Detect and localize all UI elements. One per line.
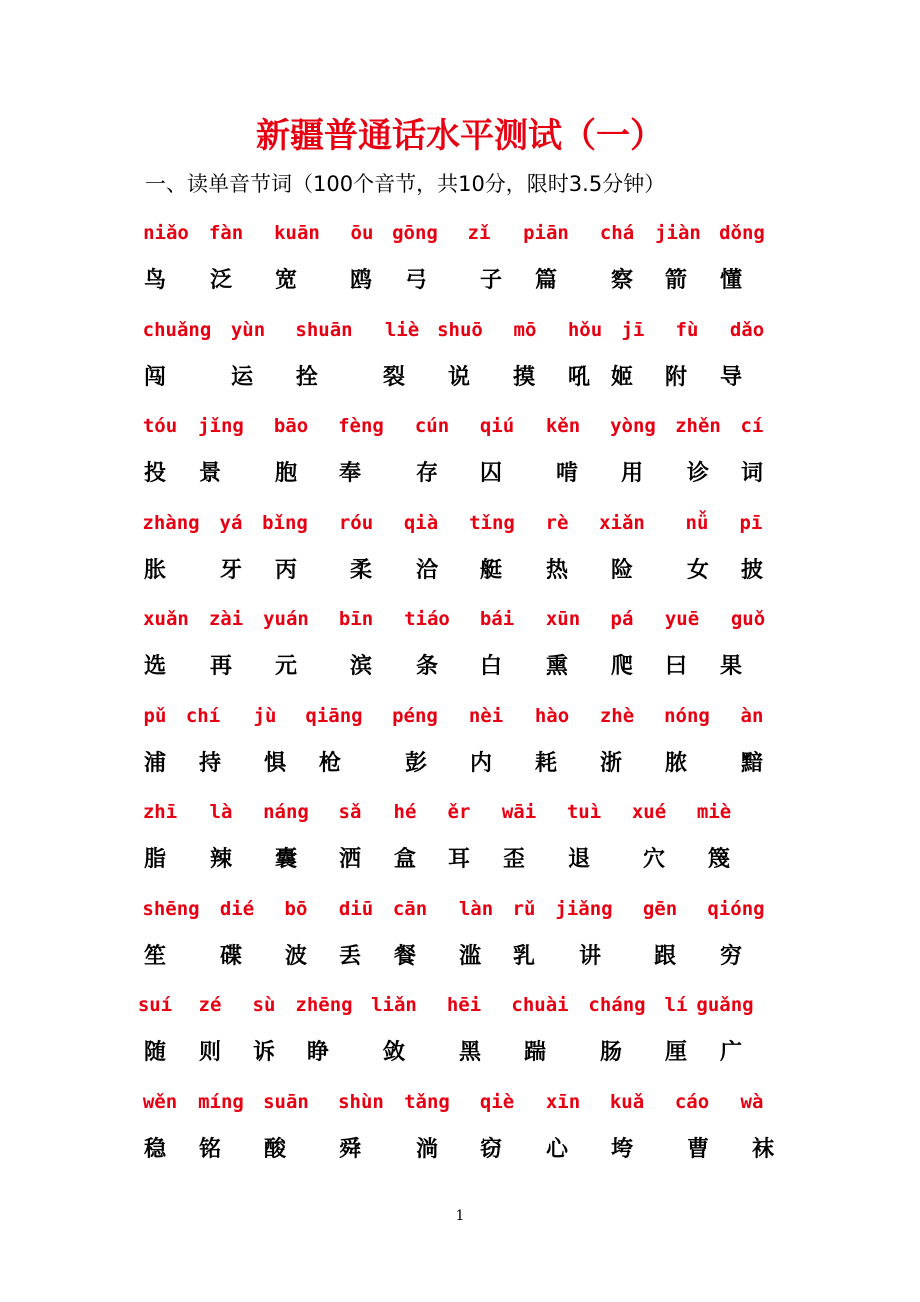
hanzi-character: 黑 — [458, 1040, 482, 1065]
hanzi-character: 窃 — [479, 1136, 503, 1162]
hanzi-character: 碟 — [219, 943, 243, 969]
hanzi-character: 词 — [740, 461, 764, 486]
pinyin-syllable: là — [209, 801, 233, 823]
pinyin-syllable: bīn — [338, 608, 374, 630]
pinyin-syllable: rè — [545, 511, 569, 534]
pinyin-syllable: jǐng — [198, 415, 244, 437]
pinyin-syllable: zhēng — [295, 994, 353, 1016]
pinyin-syllable: xuǎn — [143, 608, 189, 630]
pinyin-syllable: qiú — [479, 415, 515, 437]
pinyin-syllable: sù — [252, 994, 276, 1016]
pinyin-syllable: nóng — [664, 704, 710, 727]
hanzi-character: 牙 — [219, 557, 243, 583]
hanzi-character: 披 — [740, 557, 764, 583]
pinyin-syllable: tǐng — [469, 511, 515, 534]
pinyin-row — [0, 310, 920, 350]
pinyin-syllable: péng — [392, 704, 438, 727]
pinyin-syllable: shùn — [338, 1090, 384, 1113]
hanzi-character: 舜 — [338, 1136, 362, 1162]
pinyin-syllable: wà — [740, 1090, 764, 1113]
pinyin-syllable: nèi — [468, 704, 504, 727]
pinyin-row — [0, 599, 920, 639]
hanzi-character: 泛 — [209, 268, 233, 293]
pinyin-syllable: bái — [479, 608, 515, 630]
pinyin-syllable: yá — [219, 511, 243, 534]
hanzi-character: 睁 — [306, 1040, 330, 1065]
hanzi-row — [0, 261, 920, 301]
page-title: 新疆普通话水平测试（一） — [256, 116, 664, 156]
pinyin-row — [0, 1082, 920, 1122]
pinyin-syllable: xīn — [545, 1090, 581, 1113]
hanzi-character: 摸 — [512, 364, 536, 390]
hanzi-character: 丢 — [338, 943, 362, 969]
pinyin-syllable: cí — [740, 415, 764, 437]
pinyin-syllable: zhī — [142, 801, 178, 823]
pinyin-row — [0, 792, 920, 832]
hanzi-row — [0, 647, 920, 687]
hanzi-character: 用 — [620, 461, 644, 486]
hanzi-character: 则 — [198, 1040, 222, 1065]
hanzi-character: 子 — [479, 268, 503, 293]
pinyin-syllable: gōng — [392, 222, 438, 244]
hanzi-character: 惧 — [263, 750, 287, 776]
pinyin-syllable: qiè — [479, 1090, 515, 1113]
pinyin-syllable: zǐ — [467, 222, 491, 244]
hanzi-character: 敛 — [382, 1040, 406, 1065]
pinyin-syllable: liè — [384, 318, 420, 341]
hanzi-character: 袜 — [751, 1136, 775, 1162]
hanzi-character: 穴 — [642, 847, 666, 872]
pinyin-syllable: rǔ — [512, 897, 536, 920]
hanzi-character: 鸟 — [143, 268, 167, 293]
hanzi-row — [0, 1033, 920, 1073]
hanzi-character: 讲 — [578, 943, 602, 969]
hanzi-character: 持 — [198, 750, 222, 776]
hanzi-character: 丙 — [274, 557, 298, 583]
hanzi-character: 胀 — [143, 557, 167, 583]
pinyin-syllable: guǎng — [696, 994, 754, 1016]
hanzi-character: 诊 — [686, 461, 710, 486]
hanzi-character: 吼 — [567, 364, 591, 390]
pinyin-syllable: shēng — [142, 897, 200, 920]
pinyin-syllable: pá — [610, 608, 634, 630]
hanzi-character: 景 — [198, 461, 222, 486]
hanzi-character: 元 — [274, 654, 298, 679]
pinyin-syllable: wěn — [142, 1090, 178, 1113]
pinyin-row — [0, 503, 920, 543]
pinyin-syllable: àn — [740, 704, 764, 727]
hanzi-character: 箭 — [664, 268, 688, 293]
hanzi-character: 波 — [284, 943, 308, 969]
pinyin-syllable: dǒng — [719, 222, 765, 244]
hanzi-character: 白 — [479, 654, 503, 679]
hanzi-character: 曰 — [664, 654, 688, 679]
pinyin-syllable: kěn — [545, 415, 581, 437]
pinyin-syllable: shuō — [437, 318, 483, 341]
pinyin-syllable: dǎo — [729, 318, 765, 341]
pinyin-syllable: chuǎng — [142, 318, 212, 341]
hanzi-row — [0, 358, 920, 398]
hanzi-character: 懂 — [719, 268, 743, 293]
hanzi-character: 察 — [610, 268, 634, 293]
pinyin-syllable: cháng — [588, 994, 646, 1016]
pinyin-syllable: qiāng — [305, 704, 363, 727]
hanzi-character: 裂 — [382, 364, 406, 390]
hanzi-character: 囚 — [479, 461, 503, 486]
hanzi-character: 女 — [686, 557, 710, 583]
pinyin-syllable: diū — [338, 897, 374, 920]
pinyin-syllable: yuán — [263, 608, 309, 630]
pinyin-syllable: kuān — [274, 222, 320, 244]
pinyin-syllable: fàn — [208, 222, 244, 244]
hanzi-row — [0, 937, 920, 977]
hanzi-character: 垮 — [610, 1136, 634, 1162]
hanzi-character: 洽 — [415, 557, 439, 583]
hanzi-character: 笙 — [143, 943, 167, 969]
hanzi-character: 胞 — [274, 461, 298, 486]
pinyin-syllable: jiǎng — [555, 897, 613, 920]
pinyin-syllable: yòng — [610, 415, 656, 437]
pinyin-syllable: piān — [523, 222, 569, 244]
hanzi-character: 黯 — [740, 750, 764, 776]
pinyin-syllable: xūn — [545, 608, 581, 630]
pinyin-syllable: mō — [513, 318, 537, 341]
hanzi-character: 脓 — [664, 750, 688, 776]
hanzi-character: 脂 — [143, 847, 167, 872]
pinyin-syllable: míng — [198, 1090, 244, 1113]
pinyin-row — [0, 889, 920, 929]
hanzi-character: 篾 — [707, 847, 731, 872]
pinyin-syllable: suān — [263, 1090, 309, 1113]
hanzi-character: 艇 — [479, 557, 503, 583]
hanzi-character: 果 — [719, 654, 743, 679]
hanzi-character: 耗 — [534, 750, 558, 776]
hanzi-character: 再 — [209, 654, 233, 679]
hanzi-character: 鸥 — [349, 268, 373, 293]
hanzi-character: 囊 — [274, 847, 298, 872]
pinyin-syllable: tiáo — [404, 608, 450, 630]
hanzi-character: 广 — [719, 1040, 743, 1065]
pinyin-syllable: fù — [675, 318, 699, 341]
hanzi-character: 洒 — [338, 847, 362, 872]
hanzi-character: 附 — [664, 364, 688, 390]
hanzi-character: 滨 — [349, 654, 373, 679]
hanzi-character: 稳 — [143, 1136, 167, 1162]
hanzi-row — [0, 1130, 920, 1170]
hanzi-row — [0, 551, 920, 591]
hanzi-character: 运 — [230, 364, 254, 390]
hanzi-character: 诉 — [252, 1040, 276, 1065]
hanzi-row — [0, 454, 920, 494]
pinyin-syllable: cān — [392, 897, 428, 920]
pinyin-syllable: hào — [534, 704, 570, 727]
pinyin-syllable: wāi — [501, 801, 537, 823]
pinyin-syllable: jù — [253, 704, 277, 727]
pinyin-syllable: pī — [739, 511, 763, 534]
hanzi-character: 肠 — [599, 1040, 623, 1065]
pinyin-syllable: yuē — [664, 608, 700, 630]
pinyin-syllable: hēi — [446, 994, 482, 1016]
hanzi-character: 险 — [610, 557, 634, 583]
hanzi-character: 滥 — [458, 943, 482, 969]
pinyin-row — [0, 696, 920, 736]
pinyin-syllable: lí — [664, 994, 688, 1016]
hanzi-character: 柔 — [349, 557, 373, 583]
pinyin-syllable: bǐng — [262, 511, 308, 534]
hanzi-character: 铭 — [198, 1136, 222, 1162]
hanzi-character: 跟 — [653, 943, 677, 969]
hanzi-character: 投 — [143, 461, 167, 486]
hanzi-character: 闯 — [143, 364, 167, 390]
pinyin-syllable: fèng — [338, 415, 384, 437]
hanzi-character: 耳 — [447, 847, 471, 872]
pinyin-syllable: bō — [284, 897, 308, 920]
hanzi-character: 宽 — [274, 268, 298, 293]
pinyin-syllable: chí — [185, 704, 221, 727]
pinyin-syllable: ōu — [350, 222, 374, 244]
pinyin-syllable: cáo — [674, 1090, 710, 1113]
hanzi-character: 热 — [545, 557, 569, 583]
pinyin-syllable: róu — [338, 511, 374, 534]
pinyin-syllable: làn — [458, 897, 494, 920]
hanzi-character: 曹 — [686, 1136, 710, 1162]
hanzi-character: 姬 — [610, 364, 634, 390]
pinyin-syllable: nǚ — [685, 511, 709, 534]
hanzi-character: 条 — [415, 654, 439, 679]
pinyin-syllable: sǎ — [338, 801, 362, 823]
hanzi-character: 彭 — [404, 750, 428, 776]
hanzi-character: 淌 — [415, 1136, 439, 1162]
hanzi-character: 枪 — [318, 750, 342, 776]
pinyin-syllable: qià — [403, 511, 439, 534]
hanzi-character: 啃 — [555, 461, 579, 486]
hanzi-character: 辣 — [209, 847, 233, 872]
pinyin-syllable: zhěn — [675, 415, 721, 437]
pinyin-syllable: hǒu — [567, 318, 603, 341]
pinyin-syllable: zhàng — [142, 511, 200, 534]
pinyin-syllable: suí — [137, 994, 173, 1016]
pinyin-syllable: zhè — [599, 704, 635, 727]
hanzi-character: 踹 — [523, 1040, 547, 1065]
hanzi-character: 导 — [719, 364, 743, 390]
hanzi-character: 存 — [415, 461, 439, 486]
pinyin-syllable: chá — [599, 222, 635, 244]
hanzi-character: 奉 — [338, 461, 362, 486]
hanzi-character: 歪 — [502, 847, 526, 872]
hanzi-character: 浦 — [143, 750, 167, 776]
pinyin-syllable: cún — [414, 415, 450, 437]
hanzi-character: 拴 — [295, 364, 319, 390]
pinyin-syllable: gēn — [642, 897, 678, 920]
pinyin-syllable: liǎn — [371, 994, 417, 1016]
hanzi-row — [0, 840, 920, 880]
hanzi-character: 选 — [143, 654, 167, 679]
pinyin-syllable: pǔ — [143, 704, 167, 727]
pinyin-syllable: jiàn — [655, 222, 701, 244]
hanzi-character: 说 — [447, 364, 471, 390]
pinyin-syllable: ěr — [447, 801, 471, 823]
hanzi-character: 盒 — [393, 847, 417, 872]
hanzi-character: 心 — [545, 1136, 569, 1162]
hanzi-character: 爬 — [610, 654, 634, 679]
pinyin-syllable: miè — [696, 801, 732, 823]
hanzi-character: 厘 — [664, 1040, 688, 1065]
pinyin-syllable: xué — [631, 801, 667, 823]
pinyin-syllable: hé — [393, 801, 417, 823]
pinyin-syllable: bāo — [273, 415, 309, 437]
pinyin-syllable: chuài — [511, 994, 569, 1016]
hanzi-character: 篇 — [534, 268, 558, 293]
hanzi-character: 餐 — [393, 943, 417, 969]
hanzi-character: 乳 — [512, 943, 536, 969]
pinyin-syllable: zài — [208, 608, 244, 630]
hanzi-character: 内 — [469, 750, 493, 776]
hanzi-character: 浙 — [599, 750, 623, 776]
pinyin-syllable: jī — [621, 318, 645, 341]
hanzi-row — [0, 744, 920, 784]
pinyin-syllable: yùn — [230, 318, 266, 341]
pinyin-syllable: tuì — [566, 801, 602, 823]
pinyin-syllable: zé — [198, 994, 222, 1016]
pinyin-syllable: tóu — [142, 415, 178, 437]
hanzi-character: 退 — [567, 847, 591, 872]
pinyin-syllable: xiǎn — [599, 511, 645, 534]
pinyin-syllable: dié — [219, 897, 255, 920]
pinyin-syllable: qióng — [707, 897, 765, 920]
pinyin-syllable: kuǎ — [609, 1090, 645, 1113]
hanzi-character: 随 — [143, 1040, 167, 1065]
pinyin-syllable: náng — [263, 801, 309, 823]
hanzi-character: 穷 — [719, 943, 743, 969]
pinyin-syllable: niǎo — [143, 222, 189, 244]
hanzi-character: 弓 — [404, 268, 428, 293]
pinyin-row — [0, 213, 920, 253]
pinyin-row — [0, 985, 920, 1025]
pinyin-syllable: guǒ — [730, 608, 766, 630]
pinyin-syllable: tǎng — [404, 1090, 450, 1113]
pinyin-syllable: shuān — [295, 318, 353, 341]
page-number: 1 — [455, 1208, 465, 1224]
section-heading: 一、读单音节词（100个音节，共10分，限时3.5分钟） — [145, 172, 666, 196]
hanzi-character: 熏 — [545, 654, 569, 679]
hanzi-character: 酸 — [263, 1136, 287, 1162]
pinyin-row — [0, 406, 920, 446]
